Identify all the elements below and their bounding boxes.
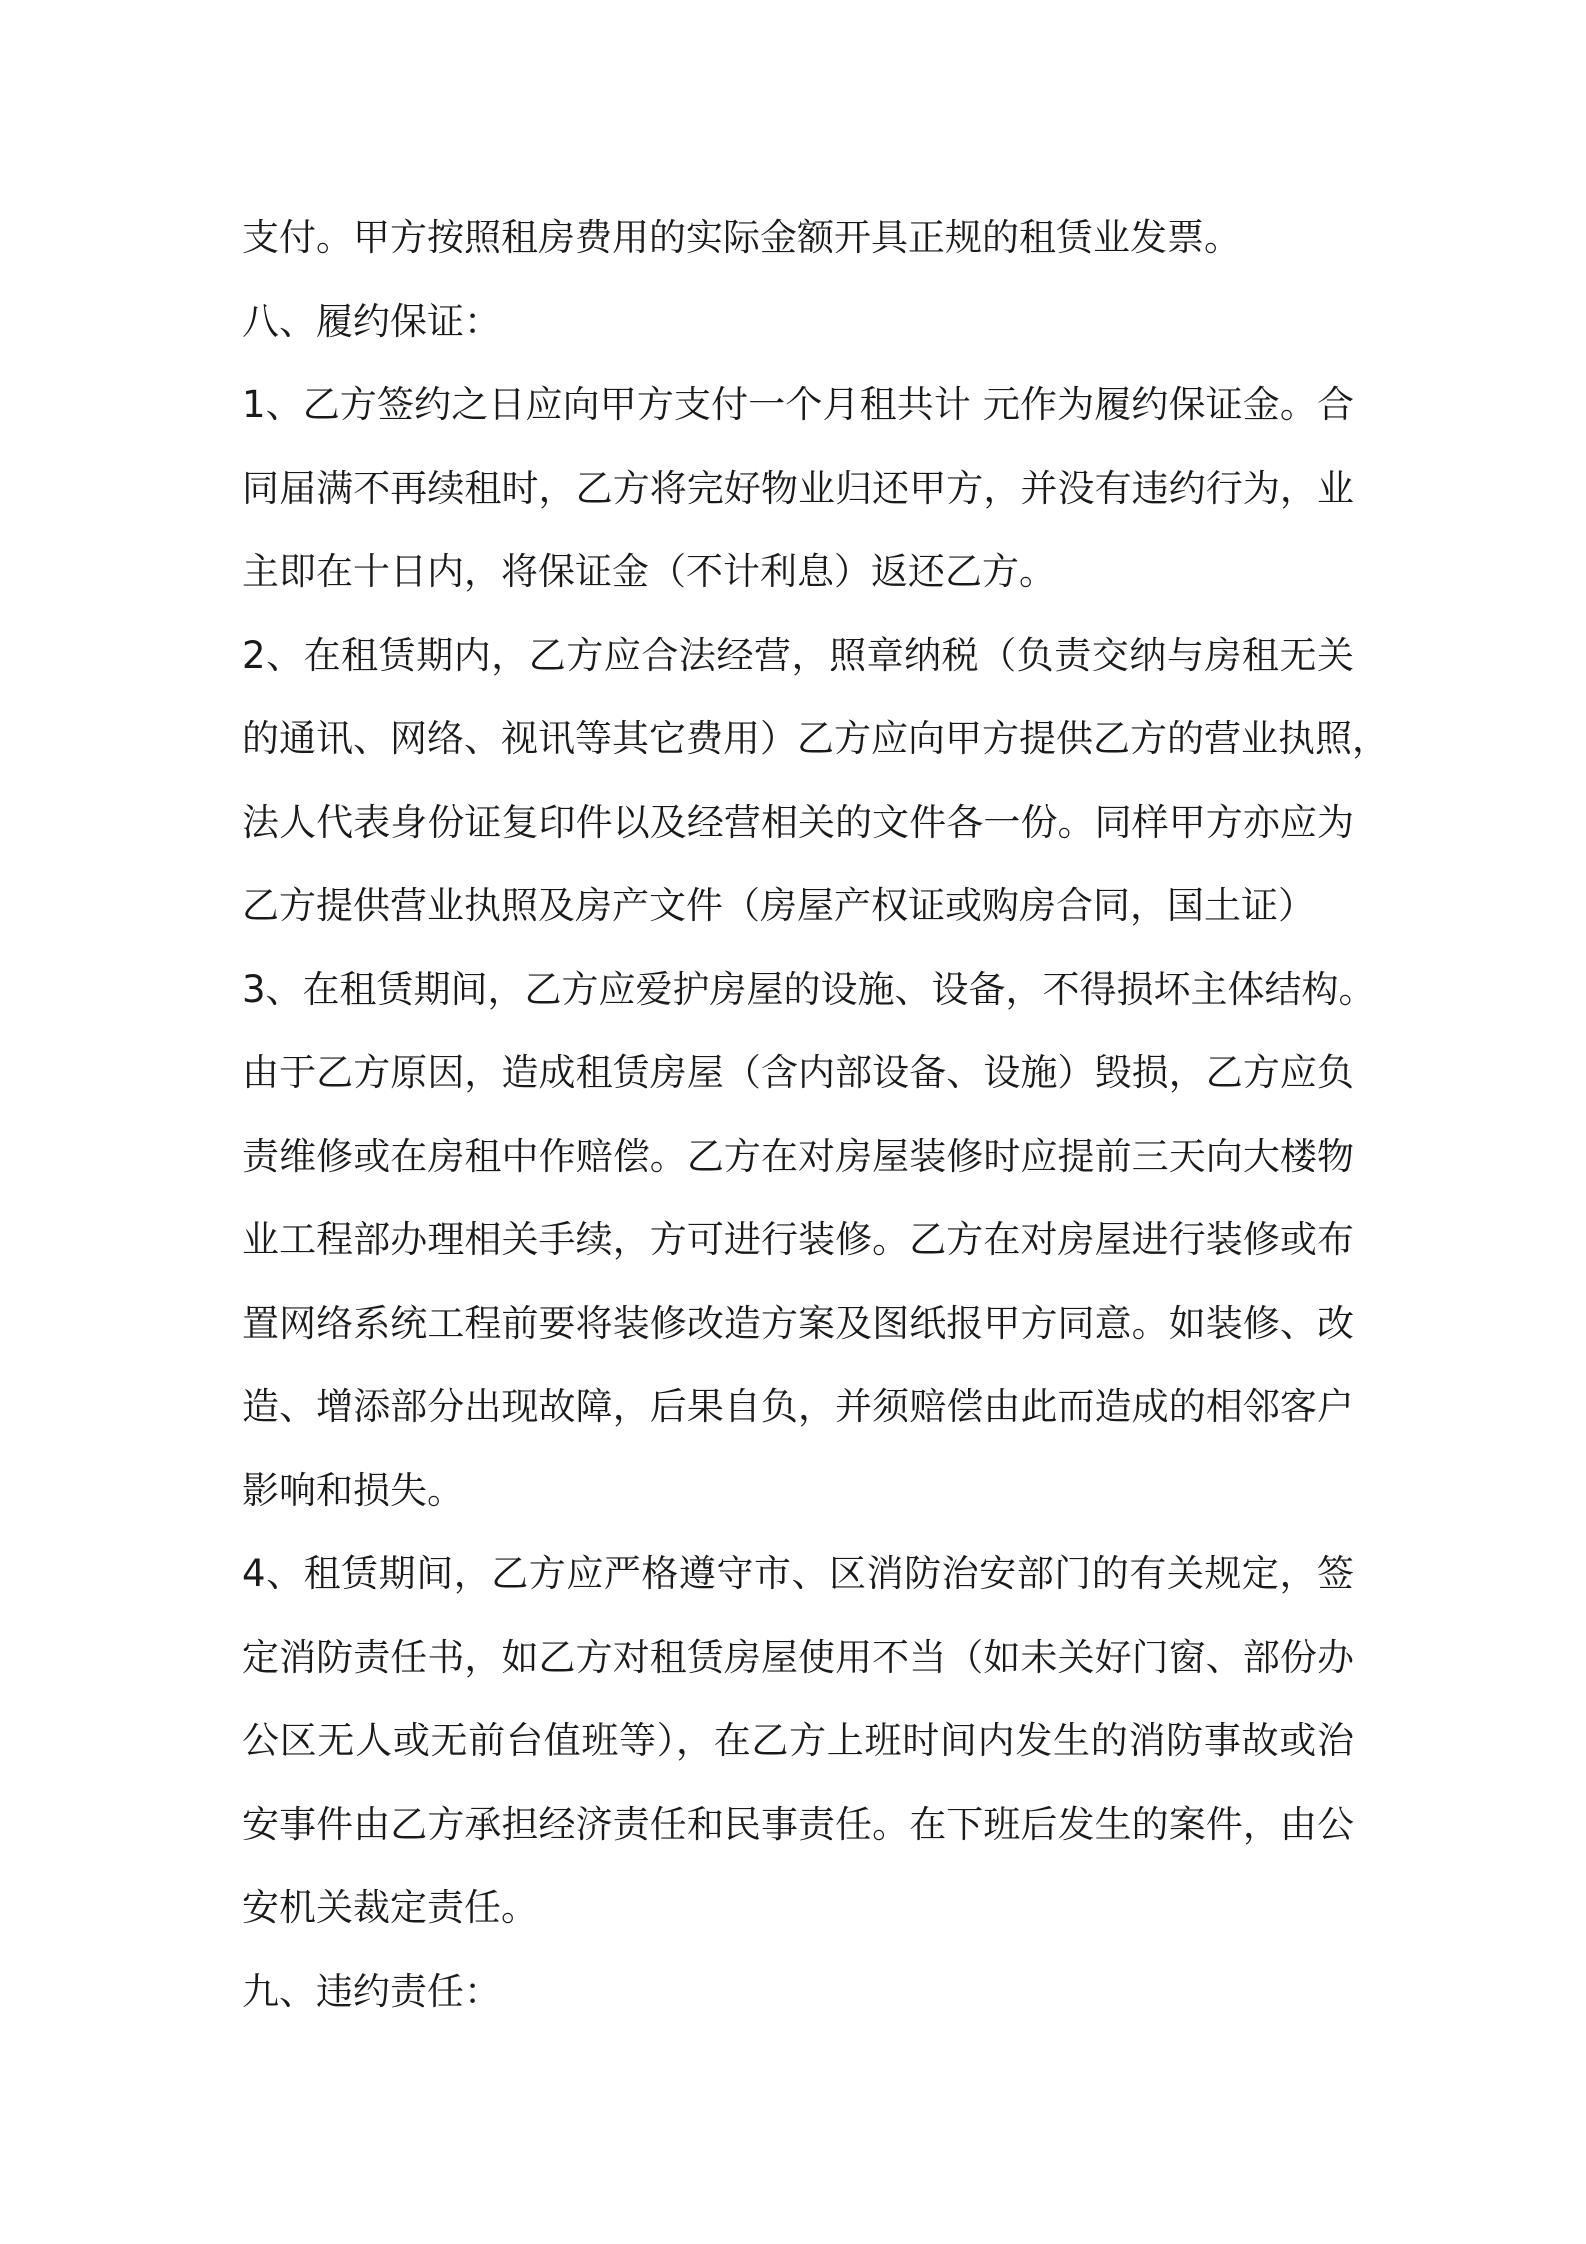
- text-line: 乙方提供营业执照及房产文件（房屋产权证或购房合同，国土证）: [242, 884, 1315, 927]
- text-line: 同届满不再续租时，乙方将完好物业归还甲方，并没有违约行为，业: [242, 466, 1354, 510]
- text-line: 3、在租赁期间，乙方应爱护房屋的设施、设备，不得损坏主体结构。: [242, 967, 1376, 1011]
- text-line: 法人代表身份证复印件以及经营相关的文件各一份。同样甲方亦应为: [242, 800, 1354, 844]
- text-line: 2、在租赁期内，乙方应合法经营，照章纳税（负责交纳与房租无关: [242, 633, 1354, 677]
- document-body: [242, 196, 1389, 2033]
- text-line: 业工程部办理相关手续，方可进行装修。乙方在对房屋进行装修或布: [242, 1218, 1354, 1261]
- text-line: 4、租赁期间，乙方应严格遵守市、区消防治安部门的有关规定，签: [242, 1552, 1354, 1595]
- text-line: 的通讯、网络、视讯等其它费用）乙方应向甲方提供乙方的营业执照，: [242, 717, 1389, 760]
- text-line: 置网络系统工程前要将装修改造方案及图纸报甲方同意。如装修、改: [242, 1301, 1354, 1345]
- text-line: 安机关裁定责任。: [242, 1886, 538, 1929]
- text-line: 造、增添部分出现故障，后果自负，并须赔偿由此而造成的相邻客户: [242, 1385, 1354, 1428]
- text-line: 主即在十日内，将保证金（不计利息）返还乙方。: [242, 550, 1056, 593]
- text-line: 定消防责任书，如乙方对租赁房屋使用不当（如未关好门窗、部份办: [242, 1635, 1354, 1679]
- text-line: 安事件由乙方承担经济责任和民事责任。在下班后发生的案件，由公: [242, 1802, 1354, 1846]
- text-line: 1、乙方签约之日应向甲方支付一个月租共计 元作为履约保证金。合: [242, 383, 1354, 426]
- section-heading-nine: 九、违约责任：: [242, 1969, 501, 2013]
- text-line: 公区无人或无前台值班等），在乙方上班时间内发生的消防事故或治: [242, 1719, 1354, 1762]
- text-line: 影响和损失。: [242, 1468, 464, 1512]
- text-line: 由于乙方原因，造成租赁房屋（含内部设备、设施）毁损，乙方应负: [242, 1051, 1354, 1094]
- text-line: 支付。甲方按照租房费用的实际金额开具正规的租赁业发票。: [242, 216, 1241, 259]
- text-line: 责维修或在房租中作赔偿。乙方在对房屋装修时应提前三天向大楼物: [242, 1134, 1354, 1178]
- section-heading-eight: 八、履约保证：: [242, 299, 501, 343]
